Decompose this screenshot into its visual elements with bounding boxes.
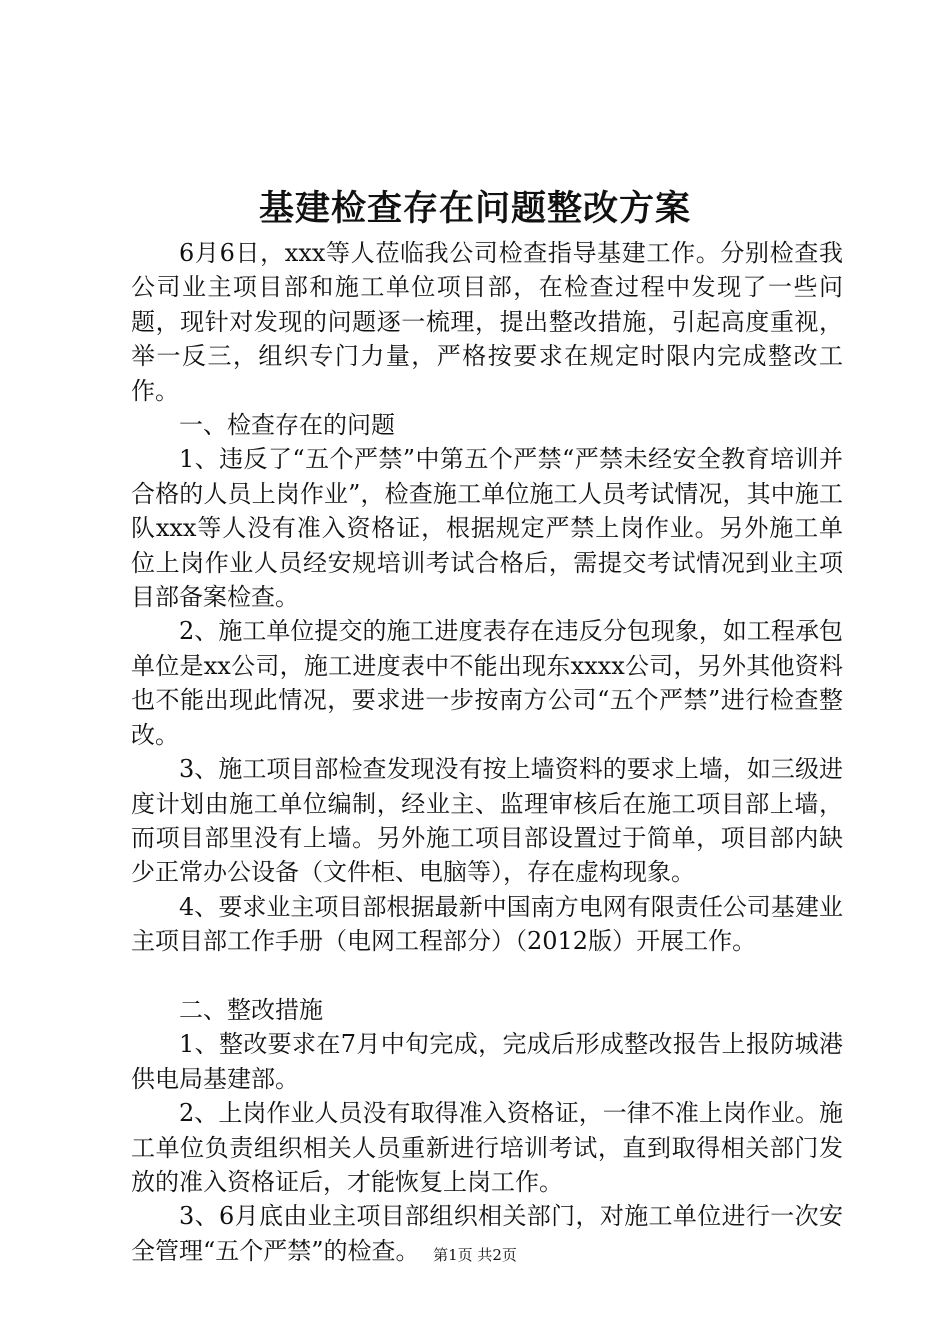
- problem-item: 1、违反了“五个严禁”中第五个严禁“严禁未经安全教育培训并合格的人员上岗作业”，检查施工单位施工人员考试情况，其中施工队xxx等人没有准入资格证，根据规定严禁上岗作业。另外施工单位上岗作业人员经安规培训考试合格后，需提交考试情况到业主项目部备案检查。: [131, 445, 843, 612]
- document-body: [131, 236, 843, 1268]
- problem-item: 2、施工单位提交的施工进度表存在违反分包现象，如工程承包单位是xx公司，施工进度表中不能出现东xxxx公司，另外其他资料也不能出现此情况，要求进一步按南方公司“五个严禁”进行检查整改。: [131, 617, 843, 749]
- problem-item: 4、要求业主项目部根据最新中国南方电网有限责任公司基建业主项目部工作手册（电网工程部分）（2012版）开展工作。: [131, 892, 843, 956]
- problem-item: 3、施工项目部检查发现没有按上墙资料的要求上墙，如三级进度计划由施工单位编制，经业主、监理审核后在施工项目部上墙，而项目部里没有上墙。另外施工项目部设置过于简单，项目部内缺少正常办公设备（文件柜、电脑等），存在虚构现象。: [131, 755, 843, 887]
- measure-item: 3、6月底由业主项目部组织相关部门，对施工单位进行一次安全管理“五个严禁”的检查。: [131, 1202, 843, 1265]
- intro-paragraph: 6月6日，xxx等人莅临我公司检查指导基建工作。分别检查我公司业主项目部和施工单位项目部，在检查过程中发现了一些问题，现针对发现的问题逐一梳理，提出整改措施，引起高度重视，举一反三，组织专门力量，严格按要求在规定时限内完成整改工作。: [131, 239, 843, 405]
- measure-item: 1、整改要求在7月中旬完成，完成后形成整改报告上报防城港供电局基建部。: [131, 1030, 843, 1093]
- document-title: 基建检查存在问题整改方案: [258, 188, 691, 229]
- section-heading-measures: 二、整改措施: [179, 995, 323, 1024]
- measure-item: 2、上岗作业人员没有取得准入资格证，一律不准上岗作业。施工单位负责组织相关人员重新进行培训考试，直到取得相关部门发放的准入资格证后，才能恢复上岗工作。: [131, 1099, 843, 1196]
- section-heading-problems: 一、检查存在的问题: [179, 411, 395, 440]
- blank-line: [131, 959, 843, 993]
- page-footer: 第1页 共2页: [433, 1246, 517, 1264]
